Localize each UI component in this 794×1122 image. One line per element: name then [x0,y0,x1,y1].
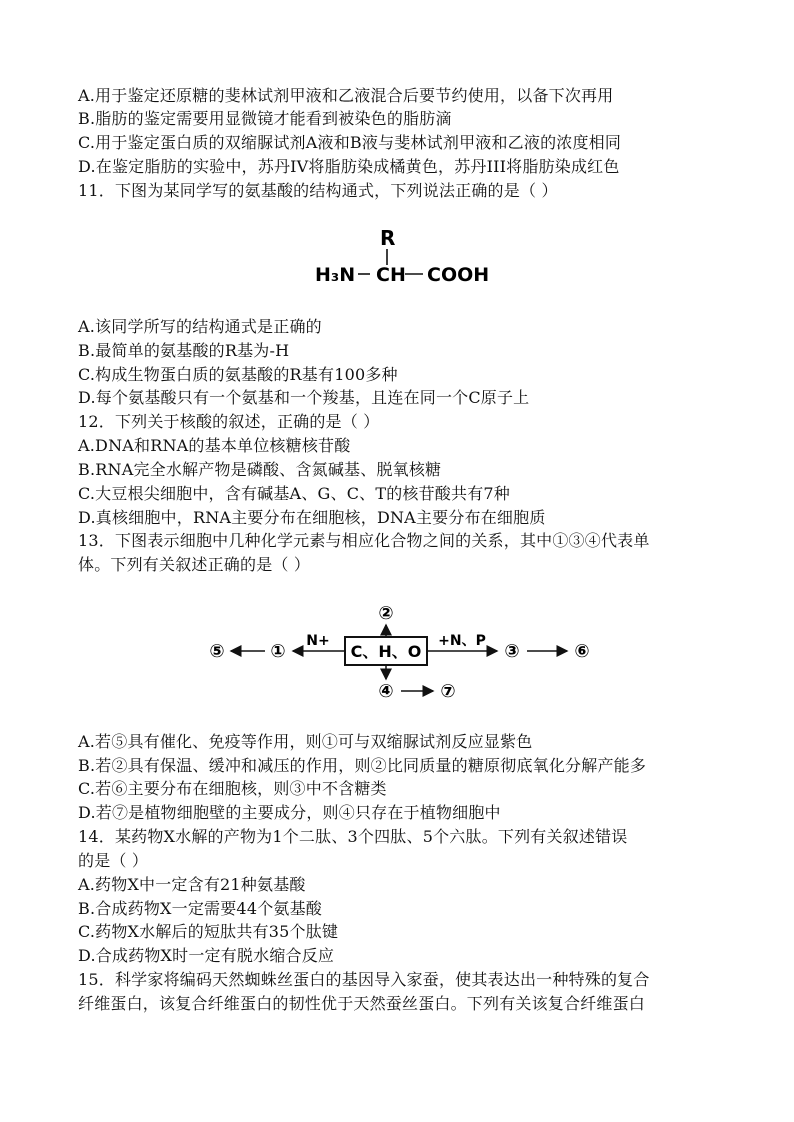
q11-option-b: B.最简单的氨基酸的R基为-H [78,341,290,360]
q12-option-a: A.DNA和RNA的基本单位核糖核苷酸 [78,436,351,455]
q14-stem-line1: 14．某药物X水解的产物为1个二肽、3个四肽、5个六肽。下列有关叙述错误 [78,827,628,846]
q11-option-c: C.构成生物蛋白质的氨基酸的R基有100多种 [78,365,398,384]
q14-option-b: B.合成药物X一定需要44个氨基酸 [78,899,322,918]
q12-stem: 12．下列关于核酸的叙述，正确的是（ ） [78,412,380,431]
element-compound-diagram [195,597,615,707]
q13-option-d: D.若⑦是植物细胞壁的主要成分，则④只存在于植物细胞中 [78,803,501,822]
q14-option-c: C.药物X水解后的短肽共有35个肽键 [78,922,339,941]
center-element-label: C、H、O [350,642,422,661]
q13-option-a: A.若⑤具有催化、免疫等作用，则①可与双缩脲试剂反应显紫色 [78,732,533,751]
formula-r-group: R [380,226,396,250]
q12-option-c: C.大豆根尖细胞中，含有碱基A、G、C、T的核苷酸共有7种 [78,484,510,503]
q10-option-c: C.用于鉴定蛋白质的双缩脲试剂A液和B液与斐林试剂甲液和乙液的浓度相同 [78,133,622,152]
q12-option-b: B.RNA完全水解产物是磷酸、含氮碱基、脱氧核糖 [78,460,442,479]
formula-carboxyl-group: COOH [427,264,490,286]
formula-amino-group: H₃N [315,264,356,286]
q13-option-c: C.若⑥主要分布在细胞核，则③中不含糖类 [78,779,387,798]
q13-stem-line1: 13．下图表示细胞中几种化学元素与相应化合物之间的关系，其中①③④代表单 [78,531,650,550]
q15-stem-line1: 15．科学家将编码天然蜘蛛丝蛋白的基因导入家蚕，使其表达出一种特殊的复合 [78,970,650,989]
q14-stem-line2: 的是（ ） [78,851,149,870]
q10-option-a: A.用于鉴定还原糖的斐林试剂甲液和乙液混合后要节约使用，以备下次再用 [78,86,614,105]
n-plus-label: N+ [306,633,330,649]
node-7: ⑦ [440,681,456,702]
amino-acid-formula [300,225,510,295]
np-label: +N、P [438,633,486,649]
node-1: ① [270,641,286,662]
formula-alpha-carbon: CH [376,264,406,286]
node-3: ③ [504,641,520,662]
node-2: ② [378,603,394,624]
q10-option-b: B.脂肪的鉴定需要用显微镜才能看到被染色的脂肪滴 [78,109,452,128]
node-5: ⑤ [209,641,225,662]
q11-stem: 11．下图为某同学写的氨基酸的结构通式，下列说法正确的是（ ） [78,181,558,200]
q12-option-d: D.真核细胞中，RNA主要分布在细胞核，DNA主要分布在细胞质 [78,508,546,527]
q10-option-d: D.在鉴定脂肪的实验中，苏丹IV将脂肪染成橘黄色，苏丹III将脂肪染成红色 [78,157,620,176]
q11-option-d: D.每个氨基酸只有一个氨基和一个羧基，且连在同一个C原子上 [78,388,530,407]
q14-option-a: A.药物X中一定含有21种氨基酸 [78,875,306,894]
q13-stem-line2: 体。下列有关叙述正确的是（ ） [78,555,311,574]
q14-option-d: D.合成药物X时一定有脱水缩合反应 [78,946,335,965]
q11-option-a: A.该同学所写的结构通式是正确的 [78,317,322,336]
q13-option-b: B.若②具有保温、缓冲和减压的作用，则②比同质量的糖原彻底氧化分解产能多 [78,756,647,775]
node-6: ⑥ [574,641,590,662]
node-4: ④ [378,681,394,702]
q15-stem-line2: 纤维蛋白，该复合纤维蛋白的韧性优于天然蚕丝蛋白。下列有关该复合纤维蛋白 [78,994,646,1013]
